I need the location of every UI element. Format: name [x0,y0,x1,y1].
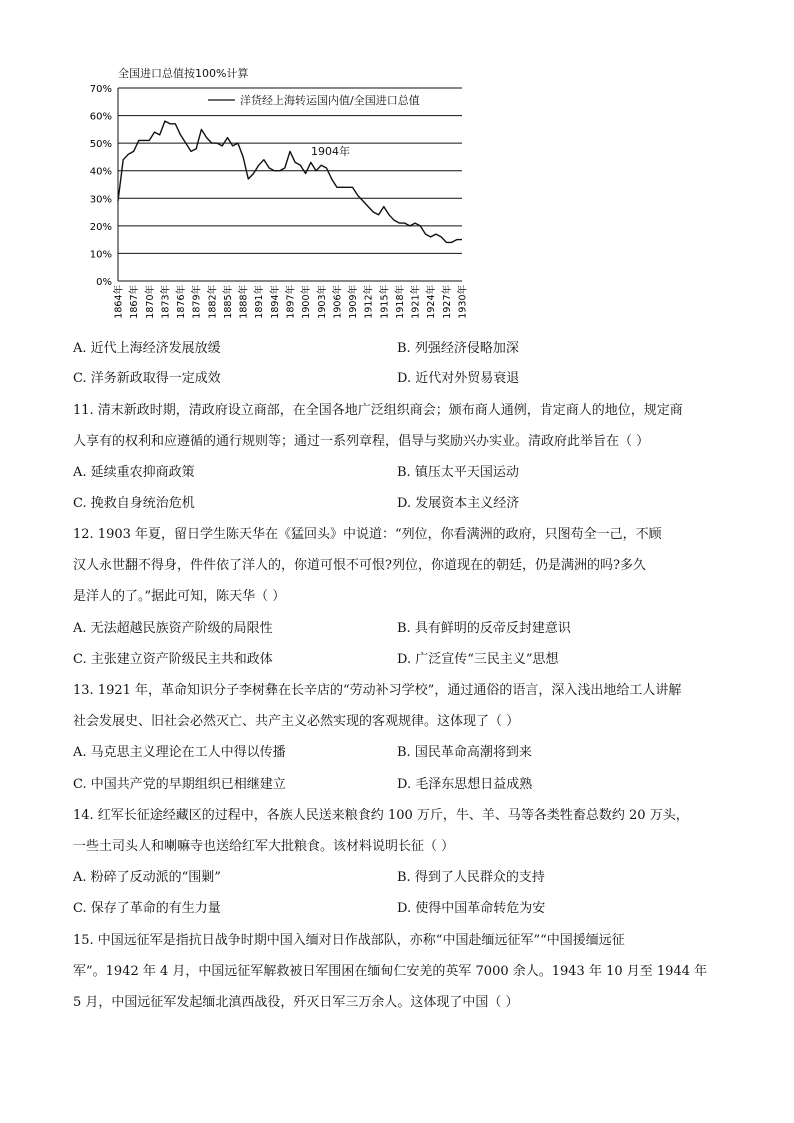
x-tick-label: 1900年 [301,285,313,319]
q11-option-a[interactable]: A. 延续重农抑商政策 [73,465,195,480]
q12-stem-line-2: 汉人永世翻不得身，件件依了洋人的，你道可恨不可恨?列位，你道现在的朝廷，仍是满洲的吗?多久 [73,558,646,573]
x-tick-label: 1930年 [457,285,469,319]
q11-option-d[interactable]: D. 发展资本主义经济 [397,496,520,511]
y-tick-label: 0% [96,277,112,288]
x-tick-label: 1885年 [222,285,234,319]
x-axis-tick-labels [113,285,469,319]
q15-stem-line-2: 军”。1942 年 4 月，中国远征军解救被日军围困在缅甸仁安羌的英军 7000 余人。1943 年 10 月至 1944 年 [73,964,708,979]
y-tick-label: 60% [89,111,112,123]
x-tick-label: 1909年 [348,285,360,319]
q12-option-a[interactable]: A. 无法超越民族资产阶级的局限性 [73,621,273,636]
q14-stem-line-1: 14. 红军长征途经藏区的过程中，各族人民送来粮食约 100 万斤，牛、羊、马等各类牲畜总数约 20 万头， [73,808,689,823]
y-tick-label: 10% [89,249,112,261]
q13-option-d[interactable]: D. 毛泽东思想日益成熟 [397,777,533,792]
q14-stem-line-2: 一些土司头人和喇嘛寺也送给红军大批粮食。该材料说明长征（ ） [73,839,455,854]
x-tick-label: 1894年 [269,285,281,319]
x-tick-label: 1921年 [410,285,422,319]
q12-stem-line-1: 12. 1903 年夏，留日学生陈天华在《猛回头》中说道：“列位，你看满洲的政府，只图苟全一己，不顾 [73,527,662,542]
x-tick-label: 1882年 [207,285,219,319]
q10-option-c[interactable]: C. 洋务新政取得一定成效 [73,371,221,386]
x-tick-label: 1903年 [316,285,328,319]
q10-option-d[interactable]: D. 近代对外贸易衰退 [397,371,520,386]
q13-option-a[interactable]: A. 马克思主义理论在工人中得以传播 [73,745,286,760]
import-ratio-line-chart [84,62,474,332]
x-tick-label: 1918年 [394,285,406,319]
q15-stem-line-1: 15. 中国远征军是指抗日战争时期中国入缅对日作战部队，亦称“中国赴缅远征军”“中国援缅远征 [73,933,625,948]
q11-option-c[interactable]: C. 挽救自身统治危机 [73,496,195,511]
q14-option-c[interactable]: C. 保存了革命的有生力量 [73,901,221,916]
y-tick-label: 50% [89,139,112,151]
x-tick-label: 1924年 [426,285,438,319]
x-tick-label: 1888年 [238,285,250,319]
x-tick-label: 1870年 [144,285,156,319]
q13-option-b[interactable]: B. 国民革命高潮将到来 [397,745,532,760]
x-tick-label: 1927年 [441,285,453,319]
x-tick-label: 1867年 [129,285,141,319]
x-tick-label: 1897年 [285,285,297,319]
x-tick-label: 1906年 [332,285,344,319]
q12-stem-line-3: 是洋人的了。”据此可知，陈天华（ ） [73,589,286,604]
y-tick-label: 40% [89,166,112,178]
q12-option-d[interactable]: D. 广泛宣传“三民主义”思想 [397,652,559,667]
x-tick-label: 1879年 [191,285,203,319]
annotation-1904: 1904年 [311,145,350,158]
q14-option-a[interactable]: A. 粉碎了反动派的“围剿” [73,870,221,885]
q13-stem-line-2: 社会发展史、旧社会必然灭亡、共产主义必然实现的客观规律。这体现了（ ） [73,714,520,729]
x-tick-label: 1876年 [176,285,188,319]
q13-stem-line-1: 13. 1921 年，革命知识分子李树彝在长辛店的“劳动补习学校”，通过通俗的语言，深入浅出地给工人讲解 [73,683,682,698]
series-line-shanghai-ratio [118,121,462,242]
q11-option-b[interactable]: B. 镇压太平天国运动 [397,465,519,480]
chart-gridlines [118,88,462,253]
q11-stem-line-2: 人享有的权利和应遵循的通行规则等；通过一系列章程，倡导与奖励兴办实业。清政府此举旨在（ ） [73,434,650,449]
q12-option-c[interactable]: C. 主张建立资产阶级民主共和政体 [73,652,273,667]
q10-option-b[interactable]: B. 列强经济侵略加深 [397,341,519,356]
q15-stem-line-3: 5 月，中国远征军发起缅北滇西战役，歼灭日军三万余人。这体现了中国（ ） [73,995,519,1010]
chart-title: 全国进口总值按100%计算 [118,67,249,80]
x-tick-label: 1864年 [113,285,125,319]
x-tick-label: 1873年 [160,285,172,319]
y-tick-label: 70% [89,84,112,95]
q14-option-d[interactable]: D. 使得中国革命转危为安 [397,901,546,916]
y-tick-label: 30% [89,194,112,206]
q14-option-b[interactable]: B. 得到了人民群众的支持 [397,870,545,885]
q11-stem-line-1: 11. 清末新政时期，清政府设立商部，在全国各地广泛组织商会；颁布商人通例，肯定商人的地位，规定商 [73,403,683,418]
x-tick-label: 1912年 [363,285,375,319]
q12-option-b[interactable]: B. 具有鲜明的反帝反封建意识 [397,621,571,636]
x-tick-label: 1915年 [379,285,391,319]
x-tick-label: 1891年 [254,285,266,319]
y-tick-label: 20% [89,221,112,233]
y-axis-tick-labels [90,84,112,288]
q10-option-a[interactable]: A. 近代上海经济发展放缓 [73,341,221,356]
q13-option-c[interactable]: C. 中国共产党的早期组织已相继建立 [73,777,286,792]
legend-label: 洋货经上海转运国内值/全国进口总值 [240,94,420,107]
